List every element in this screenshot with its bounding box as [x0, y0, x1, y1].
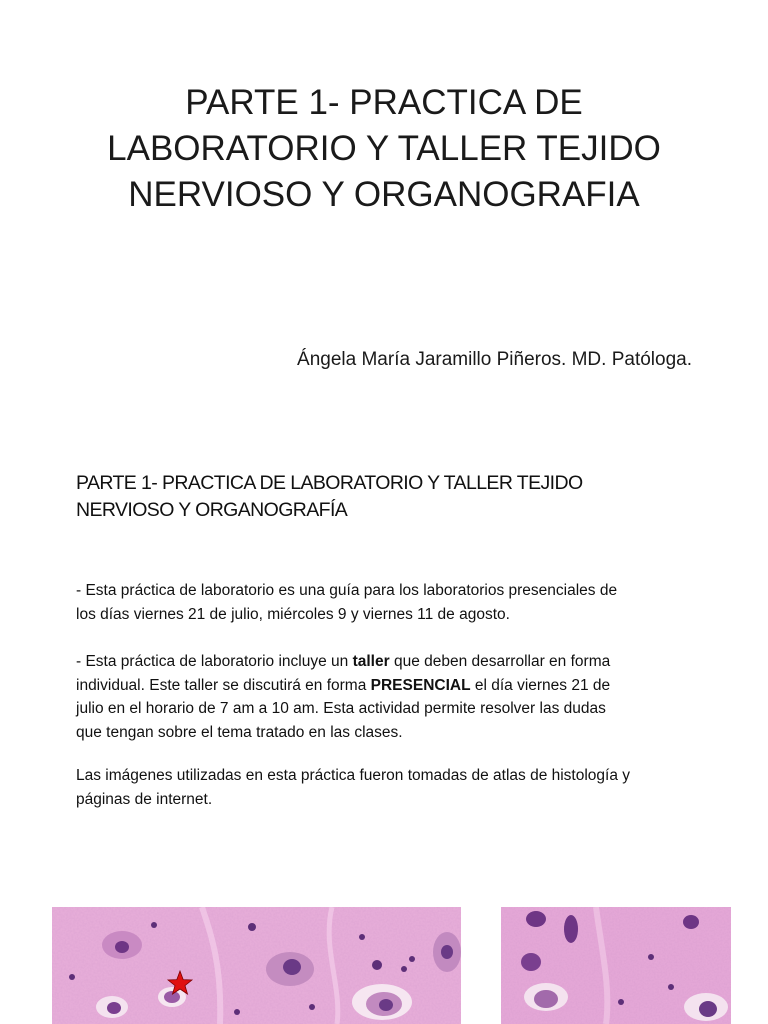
text-line: los días viernes 21 de julio, miércoles 9 y viernes 11 de agosto.: [76, 605, 510, 623]
micrograph-right-drawing: [501, 907, 731, 1024]
section-heading-line: PARTE 1- PRACTICA DE LABORATORIO Y TALLER TEJIDO: [76, 472, 583, 494]
slide-title-line: LABORATORIO Y TALLER TEJIDO: [107, 129, 661, 168]
histology-image-left: [52, 907, 461, 1024]
slide-title: [40, 80, 728, 218]
slide-title-line: PARTE 1- PRACTICA DE: [185, 83, 583, 122]
text-line: Las imágenes utilizadas en esta práctica fueron tomadas de atlas de histología y: [76, 767, 631, 784]
section-heading: [76, 470, 696, 524]
text-line: páginas de internet.: [76, 790, 213, 808]
text-line: julio en el horario de 7 am a 10 am. Esta actividad permite resolver las dudas: [76, 700, 606, 717]
text-run: individual. Este taller se discutirá en forma: [76, 676, 371, 694]
emphasis-taller: taller: [352, 653, 390, 670]
author-name: Ángela María Jaramillo Piñeros. MD. Patóloga.: [297, 349, 692, 370]
section-heading-line: NERVIOSO Y ORGANOGRAFÍA: [76, 499, 348, 521]
paragraph-schedule: [76, 579, 706, 626]
emphasis-presencial: PRESENCIAL: [370, 676, 471, 694]
text-run: - Esta práctica de laboratorio incluye un: [76, 653, 353, 670]
micrograph-left-drawing: [52, 907, 461, 1024]
paragraph-image-sources: [76, 764, 706, 811]
paragraph-workshop: [76, 650, 706, 744]
histology-image-right: [501, 907, 731, 1024]
text-run: que deben desarrollar en forma: [389, 653, 611, 670]
slide-title-line: NERVIOSO Y ORGANOGRAFIA: [128, 175, 640, 214]
text-run: el día viernes 21 de: [470, 676, 611, 694]
text-line: - Esta práctica de laboratorio es una guía para los laboratorios presenciales de: [76, 582, 618, 599]
text-line: que tengan sobre el tema tratado en las clases.: [76, 723, 403, 741]
